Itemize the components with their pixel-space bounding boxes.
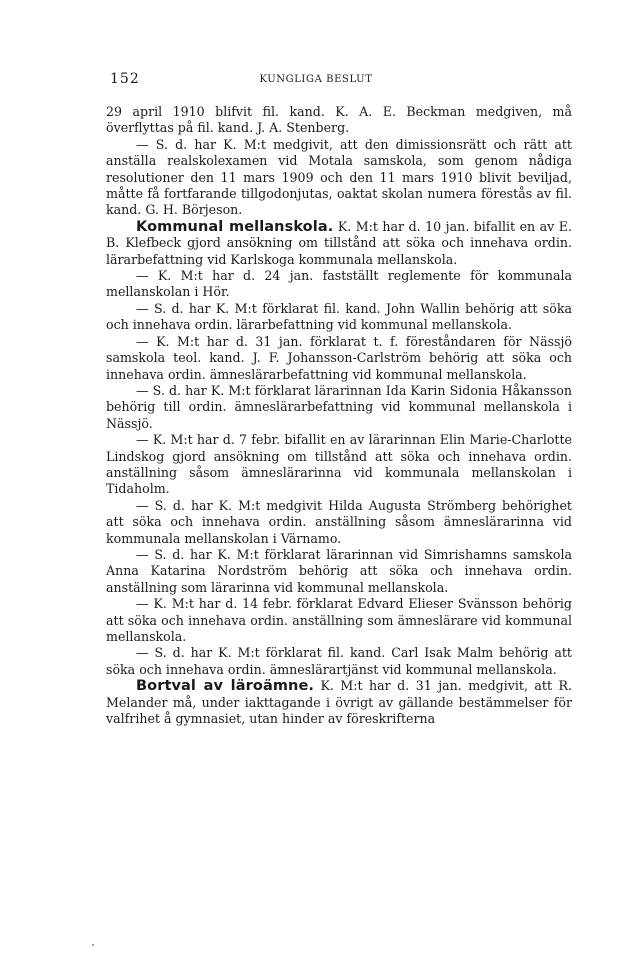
paragraph: — K. M:t har d. 14 febr. förklarat Edvard Elieser Svänsson behörig att söka och innehava ordin. anställning som ämneslärare vid kommunal mellanskola. <box>106 596 572 644</box>
paper-speck <box>92 944 94 946</box>
body-text <box>106 104 572 727</box>
paragraph: — S. d. har K. M:t förklarat lärarinnan Ida Karin Sidonia Håkansson behörig till ordin. ämneslärarbefattning vid kommunal mellanskola i Nässjö. <box>106 382 572 431</box>
paragraph: — K. M:t har d. 24 jan. fastställt reglemente för kommunala mellanskolan i Hör. <box>106 268 572 300</box>
section-heading: Kommunal mellanskola. <box>136 218 334 235</box>
paragraph: — S. d. har K. M:t förklarat fil. kand. Carl Isak Malm behörig att söka och innehava ordin. ämneslärartjänst vid kommunal mellanskola. <box>106 645 572 677</box>
paragraph: 29 april 1910 blifvit fil. kand. K. A. E. Beckman medgiven, må överflyttas på fil. kand. J. A. Stenberg. <box>106 104 572 136</box>
paragraph: — S. d. har K. M:t förklarat fil. kand. John Wallin behörig att söka och innehava ordin. lärarbefattning vid kommunal mellanskola. <box>106 300 572 333</box>
running-head: KUNGLIGA BESLUT <box>259 74 373 85</box>
paragraph: Bortval av läroämne. K. M:t har d. 31 jan. medgivit, att R. Melander må, under iakttagande i övrigt av gällande bestämmelser för valfrihet å gymnasiet, utan hinder av föreskrifterna <box>106 678 573 727</box>
page-number: 152 <box>110 71 140 87</box>
paragraph: — K. M:t har d. 7 febr. bifallit en av lärarinnan Elin Marie-Charlotte Lindskog gjord ansökning om tillstånd att söka och innehava ordin. anställning såsom ämneslärarinna vid kommunala mellanskolan i Tidaholm. <box>106 432 572 497</box>
paragraph: Kommunal mellanskola. K. M:t har d. 10 jan. bifallit en av E. B. Klefbeck gjord ansökning om tillstånd att söka och innehava ordin. lärarbefattning vid Karlskoga kommunala mellanskola. <box>106 218 572 267</box>
section-heading: Bortval av läroämne. <box>136 678 315 695</box>
paragraph: — S. d. har K. M:t medgivit Hilda Augusta Strömberg behörighet att söka och innehava ordin. anställning såsom ämneslärarinna vid kommunala mellanskolan i Värnamo. <box>106 497 572 546</box>
paragraph: — S. d. har K. M:t förklarat lärarinnan vid Simrishamns samskola Anna Katarina Nordström behörig att söka och innehava ordin. anställning som lärarinna vid kommunal mellanskola. <box>106 546 572 595</box>
paragraph: — K. M:t har d. 31 jan. förklarat t. f. föreståndaren för Nässjö samskola teol. kand. J. F. Johansson-Carlström behörig att söka och innehava ordin. ämneslärarbefattning vid kommunal mellanskola. <box>106 333 572 382</box>
paragraph: — S. d. har K. M:t medgivit, att den dimissionsrätt och rätt att anställa realskolexamen vid Motala samskola, som genom nådiga resolutioner den 11 mars 1909 och den 11 mars 1910 blivit beviljad, måtte få fortfarande tillgodonjutas, oaktat skolan numera förestås av fil. kand. G. H. Börjeson. <box>106 136 572 218</box>
